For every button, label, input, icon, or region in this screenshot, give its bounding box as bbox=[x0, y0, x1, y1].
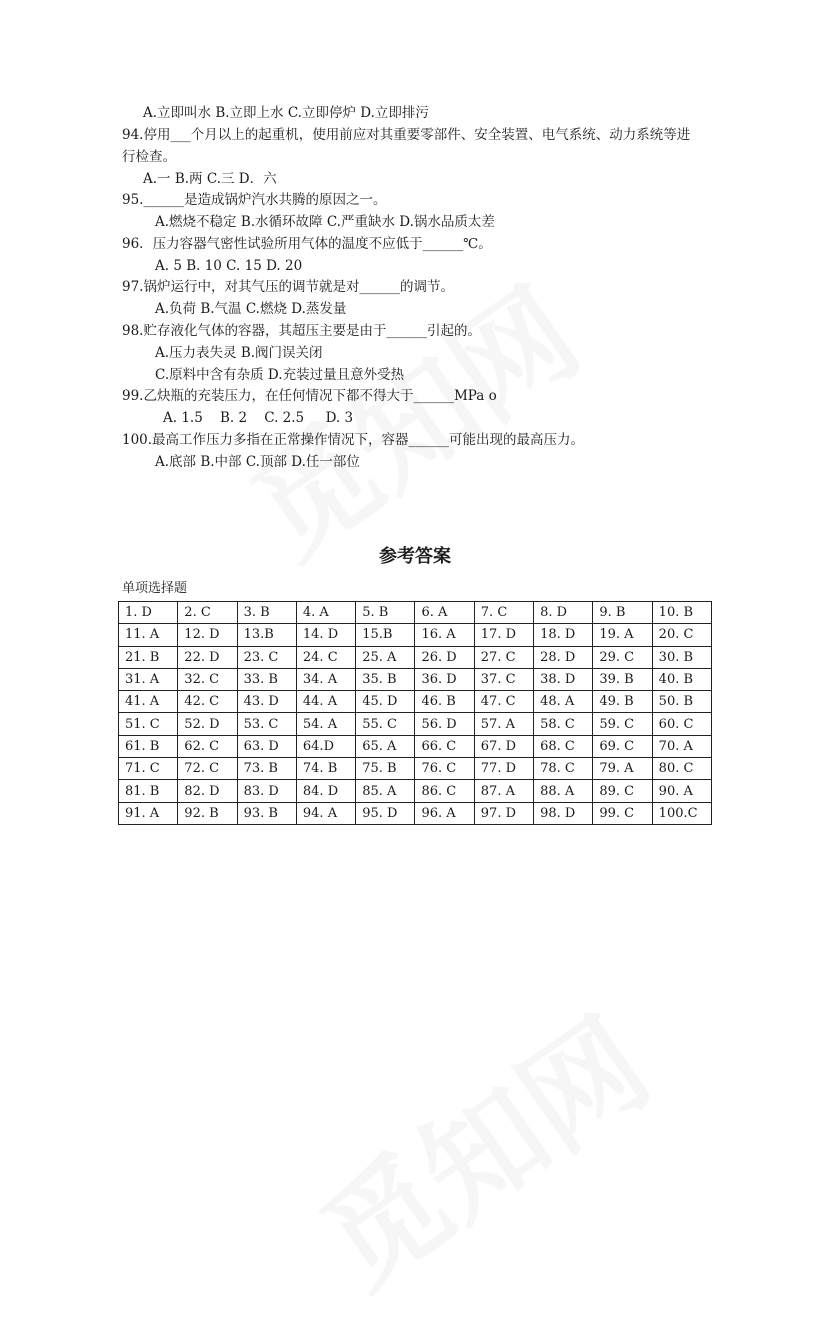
q98-options-line2: C.原料中含有杂质 D.充装过量且意外受热 bbox=[155, 367, 405, 383]
answer-cell: 32. C bbox=[178, 668, 237, 690]
q100-stem: 100.最高工作压力多指在正常操作情况下，容器______可能出现的最高压力。 bbox=[122, 432, 585, 448]
answer-cell: 99. C bbox=[593, 802, 652, 824]
watermark-bottom bbox=[283, 972, 677, 1319]
q99-options: A. 1.5 B. 2 C. 2.5 D. 3 bbox=[163, 410, 354, 426]
answer-cell: 60. C bbox=[652, 713, 711, 735]
answer-cell: 59. C bbox=[593, 713, 652, 735]
answer-cell: 27. C bbox=[474, 646, 533, 668]
q96-stem: 96．压力容器气密性试验所用气体的温度不应低于______℃。 bbox=[122, 236, 492, 252]
q94-stem-continued: 行检查。 bbox=[122, 149, 176, 165]
answer-cell: 74. B bbox=[296, 758, 355, 780]
answer-cell: 9. B bbox=[593, 602, 652, 624]
answer-cell: 45. D bbox=[356, 691, 415, 713]
answer-cell: 2. C bbox=[178, 602, 237, 624]
answer-cell: 43. D bbox=[237, 691, 296, 713]
answer-cell: 66. C bbox=[415, 735, 474, 757]
answer-cell: 79. A bbox=[593, 758, 652, 780]
answer-cell: 36. D bbox=[415, 668, 474, 690]
answer-cell: 12. D bbox=[178, 624, 237, 646]
q98-stem: 98.贮存液化气体的容器，其超压主要是由于______引起的。 bbox=[122, 323, 481, 339]
answer-cell: 80. C bbox=[652, 758, 711, 780]
answer-cell: 65. A bbox=[356, 735, 415, 757]
q93-options: A.立即叫水 B.立即上水 C.立即停炉 D.立即排污 bbox=[143, 105, 429, 121]
answer-cell: 31. A bbox=[119, 668, 178, 690]
answer-cell: 85. A bbox=[356, 780, 415, 802]
answer-cell: 77. D bbox=[474, 758, 533, 780]
answer-cell: 10. B bbox=[652, 602, 711, 624]
answer-cell: 76. C bbox=[415, 758, 474, 780]
answer-cell: 73. B bbox=[237, 758, 296, 780]
answer-cell: 35. B bbox=[356, 668, 415, 690]
table-row bbox=[119, 624, 712, 646]
answer-cell: 93. B bbox=[237, 802, 296, 824]
answer-cell: 48. A bbox=[534, 691, 593, 713]
answer-cell: 25. A bbox=[356, 646, 415, 668]
answer-cell: 97. D bbox=[474, 802, 533, 824]
answer-cell: 41. A bbox=[119, 691, 178, 713]
table-row bbox=[119, 646, 712, 668]
answer-cell: 84. D bbox=[296, 780, 355, 802]
answer-cell: 91. A bbox=[119, 802, 178, 824]
q97-stem: 97.锅炉运行中，对其气压的调节就是对______的调节。 bbox=[122, 279, 454, 295]
answer-cell: 100.C bbox=[652, 802, 711, 824]
answer-cell: 38. D bbox=[534, 668, 593, 690]
answer-cell: 11. A bbox=[119, 624, 178, 646]
answer-cell: 1. D bbox=[119, 602, 178, 624]
table-row bbox=[119, 713, 712, 735]
answer-cell: 58. C bbox=[534, 713, 593, 735]
table-row bbox=[119, 668, 712, 690]
answer-cell: 52. D bbox=[178, 713, 237, 735]
answer-cell: 72. C bbox=[178, 758, 237, 780]
answer-cell: 54. A bbox=[296, 713, 355, 735]
q94-options: A.一 B.两 C.三 D．六 bbox=[143, 171, 277, 187]
answer-cell: 3. B bbox=[237, 602, 296, 624]
answer-cell: 98. D bbox=[534, 802, 593, 824]
answer-cell: 15.B bbox=[356, 624, 415, 646]
q99-stem: 99.乙炔瓶的充装压力，在任何情况下都不得大于______MPa o bbox=[122, 388, 497, 404]
answer-cell: 68. C bbox=[534, 735, 593, 757]
answer-cell: 63. D bbox=[237, 735, 296, 757]
answer-cell: 82. D bbox=[178, 780, 237, 802]
answer-cell: 95. D bbox=[356, 802, 415, 824]
answer-cell: 67. D bbox=[474, 735, 533, 757]
answer-cell: 92. B bbox=[178, 802, 237, 824]
answer-cell: 83. D bbox=[237, 780, 296, 802]
answer-cell: 16. A bbox=[415, 624, 474, 646]
answer-cell: 70. A bbox=[652, 735, 711, 757]
table-row bbox=[119, 691, 712, 713]
answer-cell: 13.B bbox=[237, 624, 296, 646]
answer-cell: 14. D bbox=[296, 624, 355, 646]
q100-options: A.底部 B.中部 C.顶部 D.任一部位 bbox=[155, 454, 360, 470]
answer-cell: 22. D bbox=[178, 646, 237, 668]
answer-cell: 30. B bbox=[652, 646, 711, 668]
answer-cell: 61. B bbox=[119, 735, 178, 757]
answer-cell: 26. D bbox=[415, 646, 474, 668]
table-row bbox=[119, 735, 712, 757]
q95-options: A.燃烧不稳定 B.水循环故障 C.严重缺水 D.锅水品质太差 bbox=[155, 214, 495, 230]
q94-stem: 94.停用___个月以上的起重机，使用前应对其重要零部件、安全装置、电气系统、动力系统等进 bbox=[122, 127, 691, 143]
answer-cell: 44. A bbox=[296, 691, 355, 713]
answer-cell: 78. C bbox=[534, 758, 593, 780]
answer-key-table bbox=[118, 601, 712, 825]
table-row bbox=[119, 780, 712, 802]
answer-cell: 88. A bbox=[534, 780, 593, 802]
answer-cell: 33. B bbox=[237, 668, 296, 690]
answer-cell: 86. C bbox=[415, 780, 474, 802]
table-row bbox=[119, 602, 712, 624]
answer-cell: 28. D bbox=[534, 646, 593, 668]
answer-cell: 29. C bbox=[593, 646, 652, 668]
answers-heading: 参考答案 bbox=[379, 546, 451, 567]
answer-cell: 87. A bbox=[474, 780, 533, 802]
answer-cell: 17. D bbox=[474, 624, 533, 646]
answer-cell: 7. C bbox=[474, 602, 533, 624]
answer-cell: 34. A bbox=[296, 668, 355, 690]
answers-section-label: 单项选择题 bbox=[122, 581, 188, 596]
q96-options: A. 5 B. 10 C. 15 D. 20 bbox=[155, 258, 303, 274]
answer-cell: 47. C bbox=[474, 691, 533, 713]
table-row bbox=[119, 802, 712, 824]
answer-cell: 50. B bbox=[652, 691, 711, 713]
answer-cell: 46. B bbox=[415, 691, 474, 713]
answer-cell: 90. A bbox=[652, 780, 711, 802]
answer-cell: 75. B bbox=[356, 758, 415, 780]
answer-cell: 69. C bbox=[593, 735, 652, 757]
answer-cell: 8. D bbox=[534, 602, 593, 624]
answer-cell: 55. C bbox=[356, 713, 415, 735]
answer-cell: 40. B bbox=[652, 668, 711, 690]
answer-cell: 4. A bbox=[296, 602, 355, 624]
answer-cell: 21. B bbox=[119, 646, 178, 668]
answer-cell: 64.D bbox=[296, 735, 355, 757]
answer-cell: 37. C bbox=[474, 668, 533, 690]
answer-cell: 56. D bbox=[415, 713, 474, 735]
answer-cell: 19. A bbox=[593, 624, 652, 646]
answer-cell: 39. B bbox=[593, 668, 652, 690]
answer-cell: 89. C bbox=[593, 780, 652, 802]
q98-options-line1: A.压力表失灵 B.阀门误关闭 bbox=[155, 345, 323, 361]
q95-stem: 95.______是造成锅炉汽水共腾的原因之一。 bbox=[122, 192, 387, 208]
answer-cell: 20. C bbox=[652, 624, 711, 646]
answer-cell: 51. C bbox=[119, 713, 178, 735]
table-row bbox=[119, 758, 712, 780]
answer-cell: 81. B bbox=[119, 780, 178, 802]
answer-cell: 49. B bbox=[593, 691, 652, 713]
answer-cell: 18. D bbox=[534, 624, 593, 646]
answer-cell: 57. A bbox=[474, 713, 533, 735]
answer-cell: 96. A bbox=[415, 802, 474, 824]
answer-cell: 94. A bbox=[296, 802, 355, 824]
answer-cell: 42. C bbox=[178, 691, 237, 713]
answer-cell: 24. C bbox=[296, 646, 355, 668]
answer-cell: 53. C bbox=[237, 713, 296, 735]
answer-cell: 71. C bbox=[119, 758, 178, 780]
answer-cell: 23. C bbox=[237, 646, 296, 668]
answer-cell: 6. A bbox=[415, 602, 474, 624]
q97-options: A.负荷 B.气温 C.燃烧 D.蒸发量 bbox=[155, 301, 347, 317]
answer-cell: 5. B bbox=[356, 602, 415, 624]
answer-cell: 62. C bbox=[178, 735, 237, 757]
